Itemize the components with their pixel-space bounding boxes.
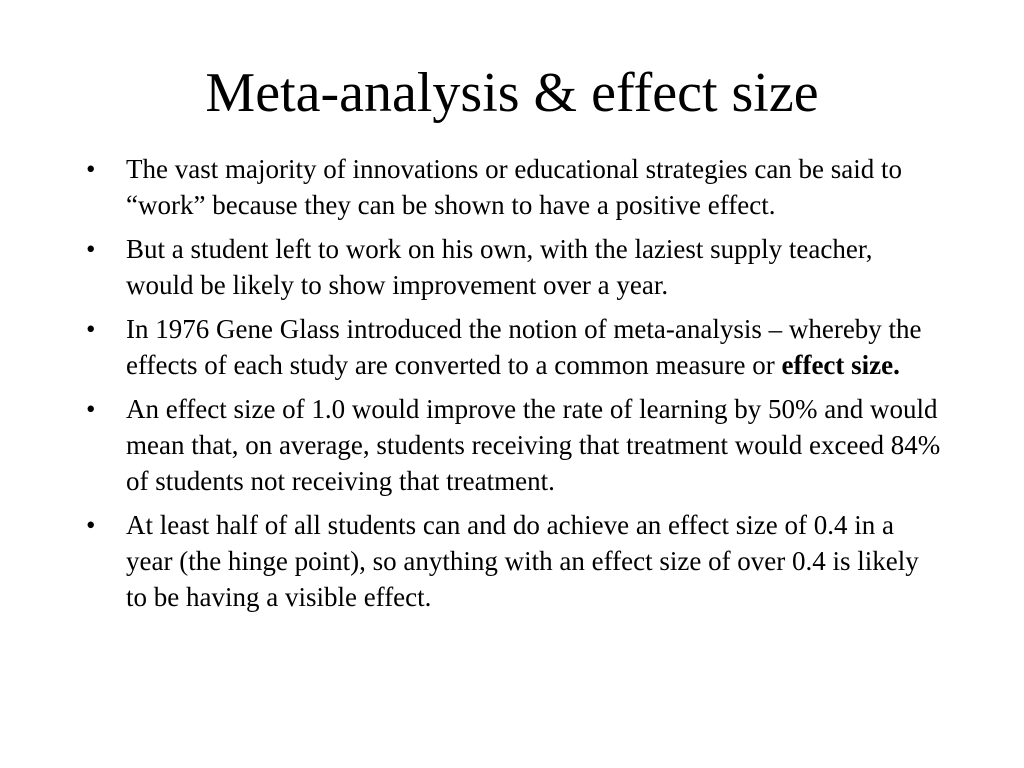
bullet-marker: • [86, 154, 96, 184]
bullet-item [86, 507, 946, 615]
bullet-text: In 1976 Gene Glass introduced the notion of meta-analysis – whereby the effects of each study are converted to a common measure or [126, 314, 922, 380]
bullet-item [86, 231, 946, 303]
slide-title: Meta-analysis & effect size [205, 62, 819, 124]
bullet-marker: • [86, 510, 96, 540]
bullet-marker: • [86, 394, 96, 424]
bullet-item [86, 151, 946, 223]
bullet-emphasis: effect size. [781, 350, 900, 380]
bullet-marker: • [86, 314, 96, 344]
bullet-text: The vast majority of innovations or educational strategies can be said to “work” because they can be shown to have a positive effect. [126, 154, 903, 220]
bullet-list [86, 151, 946, 623]
bullet-text: An effect size of 1.0 would improve the rate of learning by 50% and would mean that, on average, students receiving that treatment would exceed 84% of students not receiving that treatment. [126, 394, 941, 496]
bullet-item [86, 391, 946, 499]
bullet-marker: • [86, 234, 96, 264]
bullet-item [86, 311, 946, 383]
bullet-text: At least half of all students can and do achieve an effect size of 0.4 in a year (the hinge point), so anything with an effect size of over 0.4 is likely to be having a visible effect. [126, 510, 919, 612]
bullet-text: But a student left to work on his own, with the laziest supply teacher, would be likely to show improvement over a year. [126, 234, 873, 300]
